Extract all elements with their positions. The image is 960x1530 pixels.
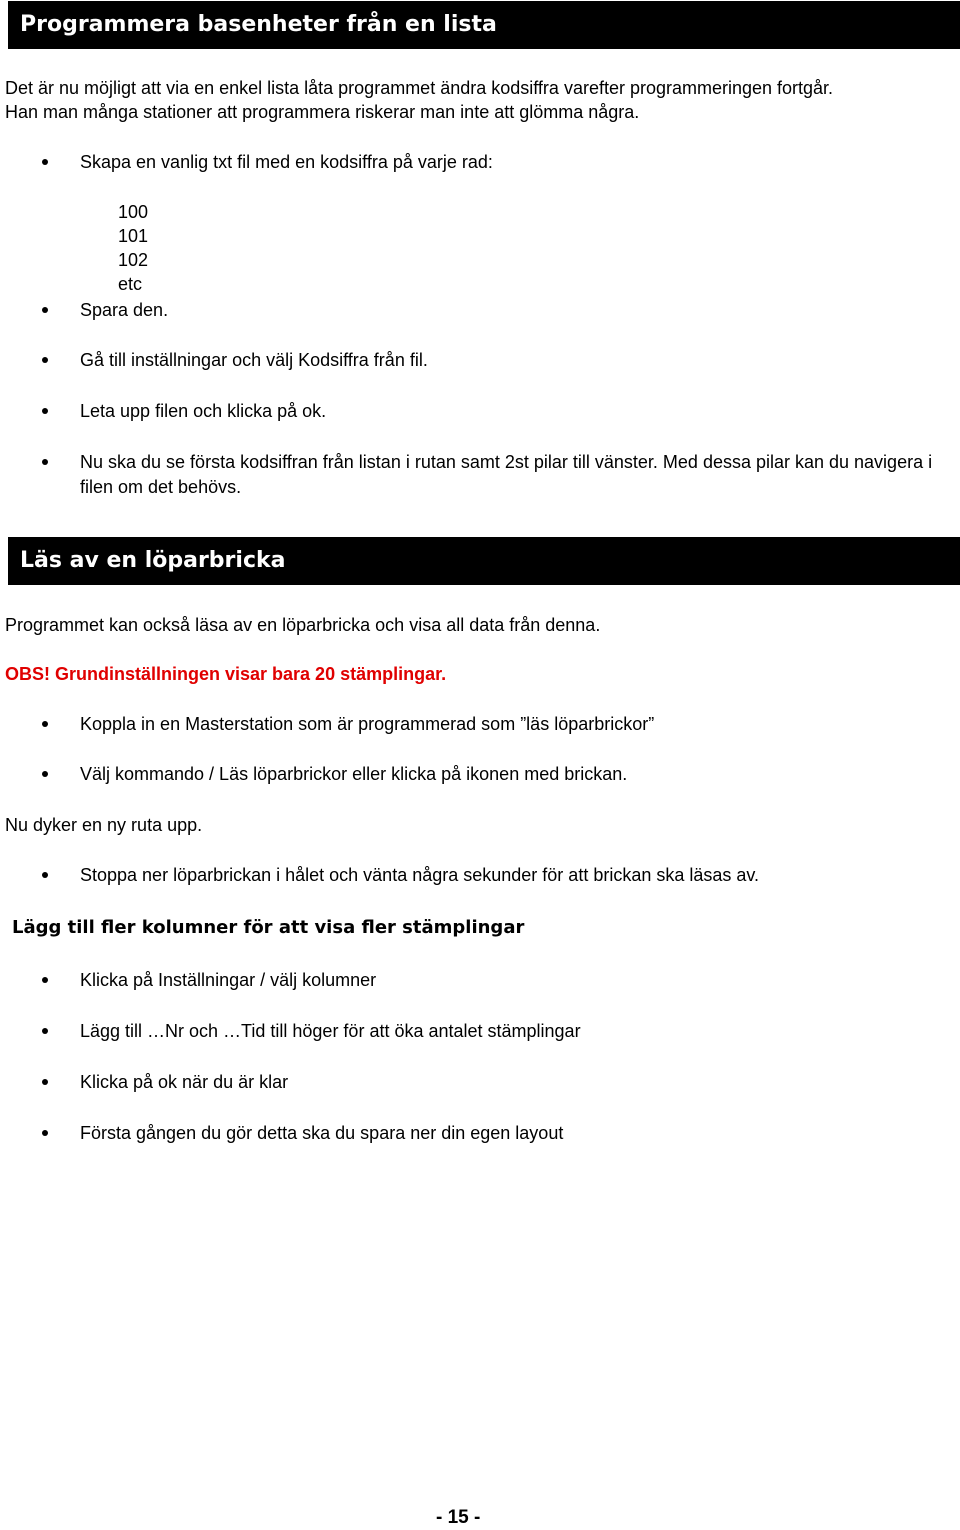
note-paragraph: Nu dyker en ny ruta upp. xyxy=(5,815,203,835)
list-item-text: Klicka på Inställningar / välj kolumner xyxy=(80,970,377,990)
intro-paragraph-line-1: Det är nu möjligt att via en enkel lista låta programmet ändra kodsiffra varefter programmeringen fortgår. xyxy=(5,78,834,98)
code-line: 101 xyxy=(118,226,149,246)
section-heading-read-card: Läs av en löparbricka xyxy=(8,537,960,585)
section-subheading-add-columns: Lägg till fler kolumner för att visa fler stämplingar xyxy=(12,917,525,938)
list-item-text: Klicka på ok när du är klar xyxy=(80,1072,289,1092)
bullet-icon xyxy=(42,721,48,727)
bullet-icon xyxy=(42,977,48,983)
bullet-icon xyxy=(42,459,48,465)
bullet-icon xyxy=(42,307,48,313)
code-line: 100 xyxy=(118,202,149,222)
bullet-icon xyxy=(42,771,48,777)
bullet-icon xyxy=(42,357,48,363)
list-item-text: Koppla in en Masterstation som är programmerad som ”läs löparbrickor” xyxy=(80,714,655,734)
page-number: - 15 - xyxy=(436,1507,481,1528)
bullet-icon xyxy=(42,872,48,878)
list-item-text: Välj kommando / Läs löparbrickor eller klicka på ikonen med brickan. xyxy=(80,764,628,784)
list-item-text: Spara den. xyxy=(80,300,169,320)
list-item-text: Stoppa ner löparbrickan i hålet och vänta några sekunder för att brickan ska läsas av. xyxy=(80,865,760,885)
list-item-text: Första gången du gör detta ska du spara ner din egen layout xyxy=(80,1123,564,1143)
bullet-icon xyxy=(42,1079,48,1085)
intro-paragraph-line-2: Han man många stationer att programmera riskerar man inte att glömma några. xyxy=(5,102,640,122)
bullet-icon xyxy=(42,1028,48,1034)
list-item-text: Gå till inställningar och välj Kodsiffra från fil. xyxy=(80,350,428,370)
list-item-text: Leta upp filen och klicka på ok. xyxy=(80,401,327,421)
section-heading-program-base-units: Programmera basenheter från en lista xyxy=(8,1,960,49)
section-intro: Programmet kan också läsa av en löparbricka och visa all data från denna. xyxy=(5,615,601,635)
list-item-text: Nu ska du se första kodsiffran från listan i rutan samt 2st pilar till vänster. Med dessa pilar kan du navigera i filen om det behövs. xyxy=(80,452,933,497)
code-line: 102 xyxy=(118,250,149,270)
bullet-icon xyxy=(42,408,48,414)
list-item-text: Skapa en vanlig txt fil med en kodsiffra på varje rad: xyxy=(80,152,493,172)
bullet-icon xyxy=(42,159,48,165)
code-line: etc xyxy=(118,274,143,294)
list-item-text: Lägg till …Nr och …Tid till höger för att öka antalet stämplingar xyxy=(80,1021,581,1041)
warning-note: OBS! Grundinställningen visar bara 20 stämplingar. xyxy=(5,664,447,684)
bullet-icon xyxy=(42,1130,48,1136)
